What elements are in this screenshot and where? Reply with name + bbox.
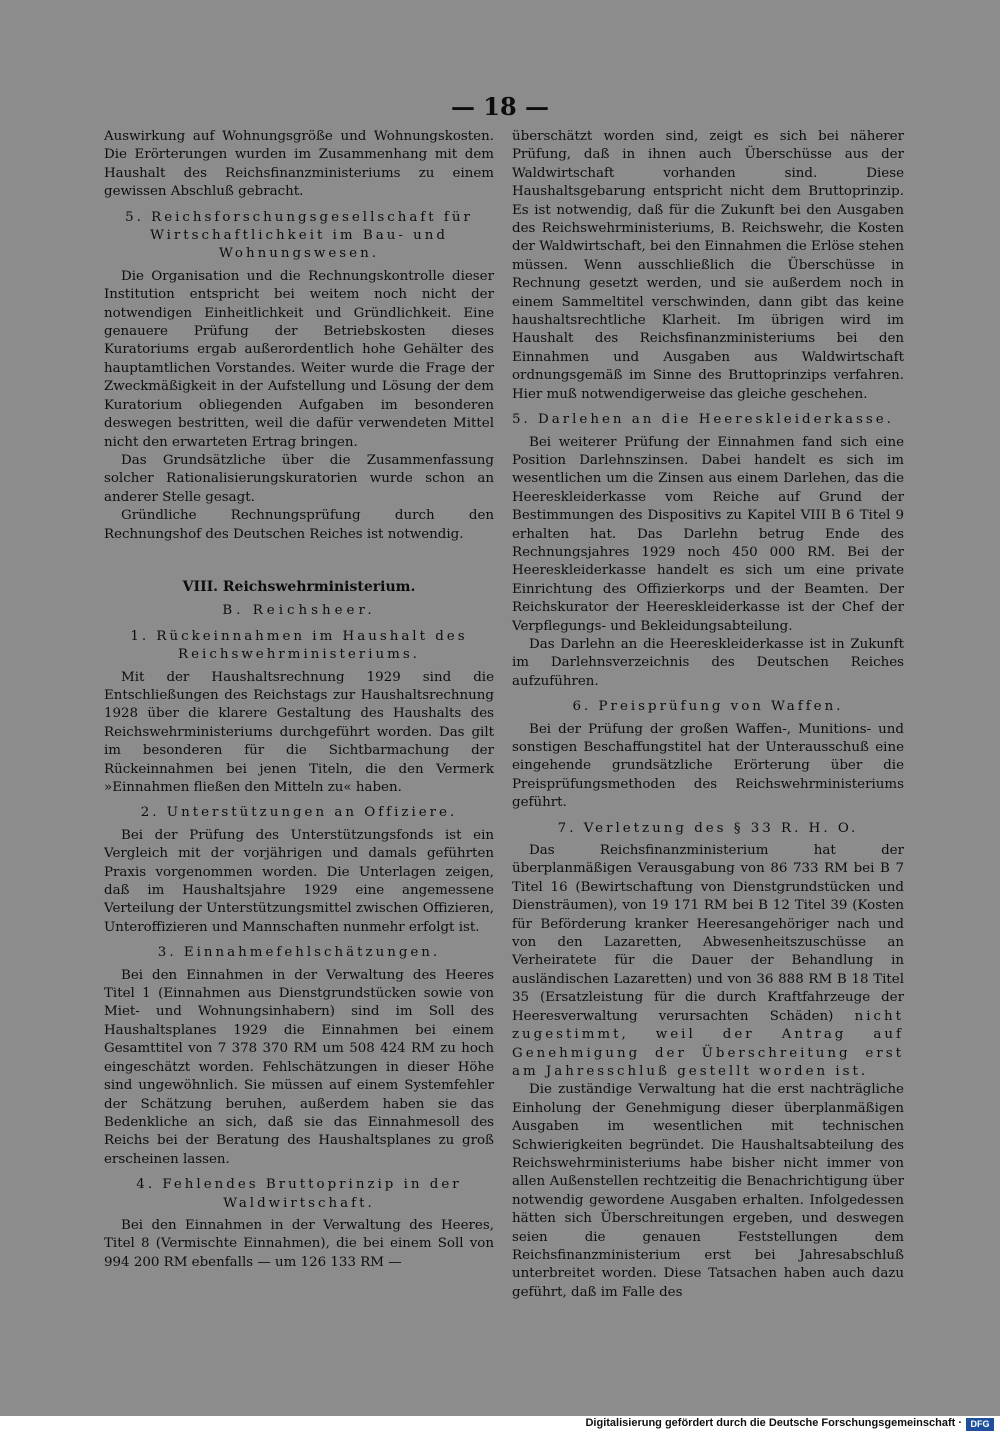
paragraph: Bei den Einnahmen in der Verwaltung des Heeres Titel 1 (Einnahmen aus Dienstgrundstücken sowie von Miet- und Wohnungsinhabern) sind im Soll des Haushaltsplanes 1929 die Einnahmen bei einem Gesamttitel von 7 378 370 RM um 508 424 RM zu hoch eingeschätzt worden. Fehlschätzungen in dieser Höhe sind ungewöhnlich. Sie müssen auf einem Systemfehler der Schätzung beruhen, außerdem haben sie das Bedenkliche an sich, daß sie das Einnahmesoll des Reichs bei der Beratung des Haushaltsplanes zu groß erscheinen lassen. [104, 967, 494, 1167]
paragraph: Bei weiterer Prüfung der Einnahmen fand sich eine Position Darlehnszinsen. Dabei handelt es sich im wesentlichen um die Zinsen aus einem Darlehen, das die Heereskleiderkasse vom Reiche auf Grund der Bestimmungen des Dispositivs zu Kapitel VIII B 6 Titel 9 erhalten hat. Das Darlehn betrug Ende des Rechnungsjahres 1929 noch 450 000 RM. Bei der Heereskleiderkasse handelt es sich um eine private Einrichtung des Offizierkorps und der Beamten. Der Reichskurator der Heereskleiderkasse ist der Chef der Verpflegungs- und Bekleidungsabteilung. [512, 434, 904, 634]
paragraph: Die Organisation und die Rechnungskontrolle dieser Institution entspricht bei weitem noch nicht der notwendigen Einheitlichkeit und Gründlichkeit. Eine genauere Prüfung der Betriebskosten dieses Kuratoriums ergab außerordentlich hohe Gehälter des hauptamtlichen Vorstandes. Weiter wurde die Frage der Zweckmäßigkeit in der Aufstellung und Lösung der dem Kuratorium obliegenden Aufgaben im besonderen deswegen bestritten, weil die dafür verwendeten Mittel nicht den erwarteten Ertrag bringen. [104, 268, 494, 450]
section-heading-3: 3. Einnahmefehlschätzungen. [157, 945, 441, 961]
paragraph: überschätzt worden sind, zeigt es sich bei näherer Prüfung, daß in ihnen auch Überschüsse aus der Waldwirtschaft vorhanden sind. Diese Haushaltsgebarung entspricht nicht dem Bruttoprinzip. Es ist notwendig, daß für die Zukunft bei den Ausgaben des Reichswehrministeriums, B. Reichswehr, die Kosten der Waldwirtschaft, bei den Einnahmen die Erlöse stehen müssen. Wenn ausschließlich die Überschüsse in Rechnung gesetzt werden, und sie außerdem noch in einem Sammeltitel verschwinden, dann gibt das keine haushaltsrechtliche Klarheit. Im übrigen wird im Haushalt des Reichsfinanzministeriums bei den Einnahmen und Ausgaben aus Waldwirtschaft ordnungsgemäß im Sinne des Bruttoprinzips verfahren. Hier muß notwendigerweise das gleiche geschehen. [512, 129, 904, 402]
section-heading-5: 5. Reichsforschungsgesellschaft für Wirtschaftlichkeit im Bau- und Wohnungswesen. [125, 209, 473, 262]
paragraph: Mit der Haushaltsrechnung 1929 sind die Entschließungen des Reichstags zur Haushaltsrechnung 1928 über die klarere Gestaltung des Haushalts des Reichswehrministeriums durchgeführt worden. Das gilt im besonderen für die Sichtbarmachung der Rückeinnahmen bei jenen Titeln, die den Vermerk »Einnahmen fließen den Mitteln zu« haben. [104, 669, 494, 795]
right-column [512, 128, 904, 1302]
paragraph: Das Grundsätzliche über die Zusammenfassung solcher Rationalisierungskuratorien wurde schon an anderer Stelle gesagt. [104, 452, 494, 505]
section-heading-6: 6. Preisprüfung von Waffen. [572, 699, 844, 715]
paragraph [512, 842, 904, 1081]
dfg-logo: DFG [966, 1418, 994, 1431]
section-heading-4: 4. Fehlendes Bruttoprinzip in der Waldwirtschaft. [136, 1177, 462, 1211]
paragraph: Das Darlehn an die Heereskleiderkasse ist in Zukunft im Darlehnsverzeichnis des Deutschen Reiches aufzuführen. [512, 636, 904, 689]
chapter-heading: VIII. Reichswehrministerium. [182, 578, 416, 595]
spaced-emphasis: nicht zugestimmt, weil der Antrag auf Genehmigung der Überschreitung erst am Jahresschluß gestellt worden ist. [512, 1008, 904, 1079]
paragraph: Bei den Einnahmen in der Verwaltung des Heeres, Titel 8 (Vermischte Einnahmen), die bei einem Soll von 994 200 RM ebenfalls — um 126 133 RM — [104, 1217, 494, 1270]
footer-bar [0, 1416, 1000, 1434]
subchapter-heading: B. Reichsheer. [222, 603, 376, 619]
paragraph: Gründliche Rechnungsprüfung durch den Rechnungshof des Deutschen Reiches ist notwendig. [104, 508, 494, 542]
footer-credit: Digitalisierung gefördert durch die Deutsche Forschungsgemeinschaft · [585, 1417, 962, 1429]
paragraph: Bei der Prüfung der großen Waffen-, Munitions- und sonstigen Beschaffungstitel hat der Unterausschuß eine eingehende grundsätzliche Erörterung über die Preisprüfungsmethoden des Reichswehrministeriums geführt. [512, 721, 904, 811]
section-heading-7: 7. Verletzung des § 33 R. H. O. [557, 820, 859, 836]
paragraph: Bei der Prüfung des Unterstützungsfonds ist ein Vergleich mit der vorjährigen und damals geführten Praxis vorgenommen worden. Die Unterlagen zeigen, daß im Haushaltsjahre 1929 eine angemessene Verteilung der Unterstützungsmittel zwischen Offizieren, Unteroffizieren und Mannschaften nunmehr erfolgt ist. [104, 827, 494, 935]
section-heading-5: 5. Darlehen an die Heereskleiderkasse. [512, 412, 894, 428]
paragraph-text: Das Reichsfinanzministerium hat der überplanmäßigen Verausgabung von 86 733 RM bei B 7 Titel 16 (Bewirtschaftung von Dienstgrundstücken und Diensträumen), von 19 171 RM bei B 12 Titel 39 (Kosten für Beförderung kranker Heeresangehöriger nach und von den Lazaretten, Abwesenheitszuschüsse an Verheiratete für die Dauer der Behandlung in ausländischen Lazaretten) und von 36 888 RM B 18 Titel 35 (Ersatzleistung für die durch Kraftfahrzeuge der Heeresverwaltung verursachten Schäden) [512, 843, 904, 1024]
page-number: — 18 — [450, 92, 550, 121]
section-heading-1: 1. Rückeinnahmen im Haushalt des Reichswehrministeriums. [130, 628, 468, 663]
paragraph: Die zuständige Verwaltung hat die erst nachträgliche Einholung der Genehmigung dieser überplanmäßigen Ausgaben im wesentlichen mit technischen Schwierigkeiten begründet. Die Haushaltsabteilung des Reichswehrministeriums habe bisher nicht immer von allen Außenstellen rechtzeitig die Benachrichtigung über notwendig gewordene Ausgaben erhalten. Infolgedessen hätten sich Überschreitungen ergeben, und deswegen seien die genauen Feststellungen dem Reichsfinanzministerium erst bei Jahresabschluß unterbreitet worden. Diese Tatsachen haben auch dazu geführt, daß im Falle des [512, 1082, 904, 1300]
paragraph: Auswirkung auf Wohnungsgröße und Wohnungskosten. Die Erörterungen wurden im Zusammenhang mit dem Haushalt des Reichsfinanzministeriums zu einem gewissen Abschluß gebracht. [104, 129, 494, 200]
section-heading-2: 2. Unterstützungen an Offiziere. [140, 805, 458, 821]
left-column [104, 128, 494, 1272]
